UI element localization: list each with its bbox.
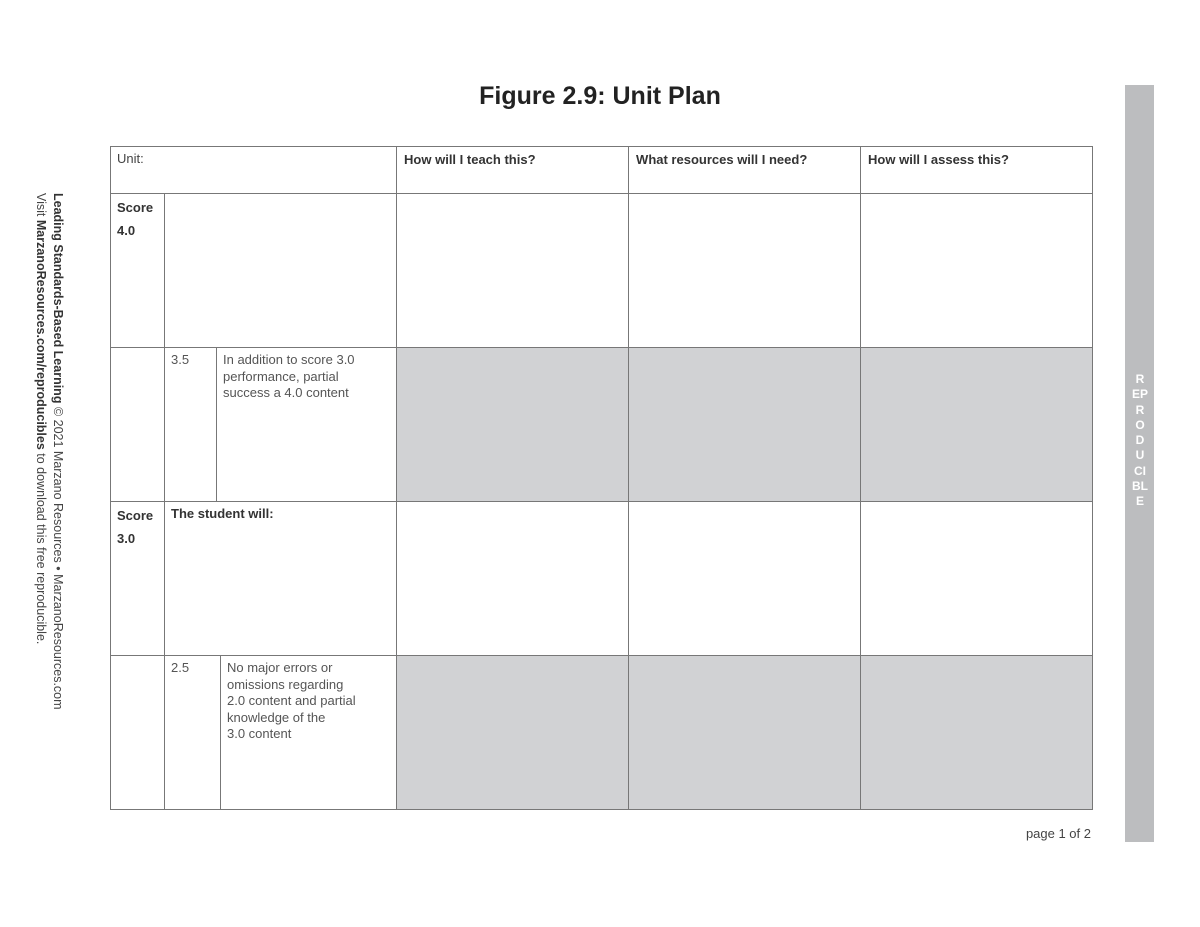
student-will-prompt: The student will:: [171, 506, 274, 521]
header-resources: [629, 147, 861, 194]
score-2-5-line: 3.0 content: [227, 726, 292, 741]
credit-line-2: [32, 193, 49, 710]
score-4-label-cell: [111, 194, 165, 348]
score-2-5-value: 2.5: [171, 660, 190, 675]
score-4-row: [111, 194, 1093, 348]
score-3-5-spacer-cell: [111, 348, 165, 502]
score-4-content-cell[interactable]: [165, 194, 397, 348]
header-resources-label: What resources will I need?: [636, 152, 808, 167]
score-4-assess-cell[interactable]: [861, 194, 1093, 348]
score-3-5-value: 3.5: [171, 352, 190, 367]
score-3-5-assess-cell: [861, 348, 1093, 502]
score-4-teach-cell[interactable]: [397, 194, 629, 348]
book-title: Leading Standards-Based Learning: [51, 193, 65, 404]
page-number: page 1 of 2: [1025, 826, 1091, 841]
score-3-label: Score: [117, 508, 154, 523]
score-2-5-resources-cell: [629, 656, 861, 810]
side-credit: [32, 193, 66, 710]
score-2-5-line: knowledge of the: [227, 709, 326, 725]
score-4-label: Score: [117, 200, 154, 215]
score-3-5-description: In addition to score 3.0 performance, partial success a 4.0 content: [223, 352, 355, 400]
score-2-5-assess-cell: [861, 656, 1093, 810]
score-2-5-spacer-cell: [111, 656, 165, 810]
score-3-label-cell: [111, 502, 165, 656]
score-2-5-row: [111, 656, 1093, 810]
header-assess: [861, 147, 1093, 194]
score-3-value: 3.0: [117, 531, 136, 546]
score-3-5-teach-cell: [397, 348, 629, 502]
score-3-5-number-cell: [165, 348, 217, 502]
score-3-teach-cell[interactable]: [397, 502, 629, 656]
score-3-resources-cell[interactable]: [629, 502, 861, 656]
page-title: Figure 2.9: Unit Plan: [479, 82, 721, 110]
score-3-5-description-cell: [217, 348, 397, 502]
reproducible-label: REPRODUCIBLE: [1132, 372, 1149, 509]
header-row: [111, 147, 1093, 194]
visit-text: Visit: [34, 193, 48, 220]
header-assess-label: How will I assess this?: [868, 152, 1009, 167]
header-teach: [397, 147, 629, 194]
score-2-5-line: 2.0 content and partial: [227, 693, 356, 708]
header-teach-label: How will I teach this?: [404, 152, 536, 167]
unit-plan-table: [110, 146, 1093, 810]
score-2-5-line: omissions regarding: [227, 676, 344, 692]
score-4-value: 4.0: [117, 223, 136, 238]
score-3-row: [111, 502, 1093, 656]
unit-label: Unit:: [117, 151, 144, 166]
score-2-5-description: [221, 656, 396, 743]
unit-cell[interactable]: [111, 147, 397, 194]
credit-line-1: [49, 193, 66, 710]
score-3-assess-cell[interactable]: [861, 502, 1093, 656]
copyright-text: © 2021 Marzano Resources • MarzanoResources.com: [51, 403, 65, 710]
reproducibles-url: MarzanoResources.com/reproducibles: [34, 219, 48, 450]
score-2-5-teach-cell: [397, 656, 629, 810]
download-text: to download this free reproducible.: [34, 449, 48, 645]
score-3-5-resources-cell: [629, 348, 861, 502]
score-2-5-number-cell: [165, 656, 221, 810]
score-4-resources-cell[interactable]: [629, 194, 861, 348]
score-2-5-line: No major errors or: [227, 660, 333, 675]
score-2-5-description-cell: [221, 656, 397, 810]
score-3-5-row: [111, 348, 1093, 502]
score-3-content-cell[interactable]: [165, 502, 397, 656]
